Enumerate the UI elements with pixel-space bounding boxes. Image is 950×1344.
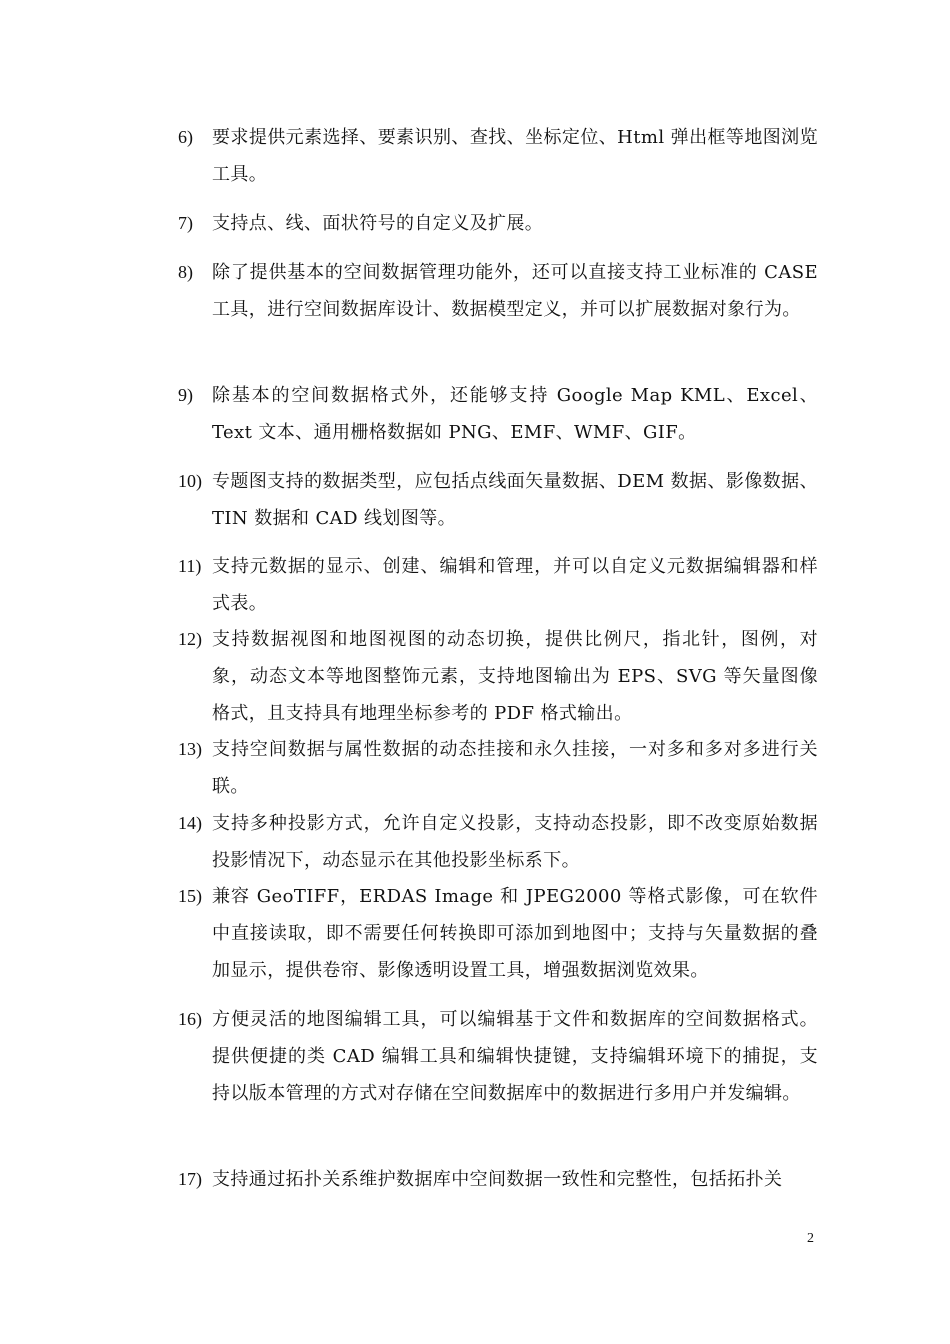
list-text: 支持数据视图和地图视图的动态切换，提供比例尺，指北针，图例，对象，动态文本等地图整饰元素，支持地图输出为 EPS、SVG 等矢量图像格式，且支持具有地理坐标参考的 PDF 格式输出。: [212, 629, 818, 724]
list-number: 10): [178, 471, 202, 491]
list-number: 13): [178, 739, 202, 759]
list-number: 6): [178, 127, 193, 147]
list-number: 11): [178, 556, 202, 576]
list-text: 支持空间数据与属性数据的动态挂接和永久挂接，一对多和多对多进行关联。: [212, 739, 818, 797]
list-text: 支持点、线、面状符号的自定义及扩展。: [212, 213, 544, 234]
list-text: 除基本的空间数据格式外，还能够支持 Google Map KML、Excel、Text 文本、通用栅格数据如 PNG、EMF、WMF、GIF。: [212, 385, 818, 443]
page-number: 2: [807, 1231, 814, 1246]
list-text: 兼容 GeoTIFF，ERDAS Image 和 JPEG2000 等格式影像，可在软件中直接读取，即不需要任何转换即可添加到地图中；支持与矢量数据的叠加显示，提供卷帘、影像透明设置工具，增强数据浏览效果。: [212, 886, 818, 981]
list-number: 12): [178, 629, 202, 649]
list-number: 14): [178, 813, 202, 833]
list-number: 15): [178, 886, 202, 906]
list-number: 8): [178, 262, 193, 282]
list-text: 支持通过拓扑关系维护数据库中空间数据一致性和完整性，包括拓扑关: [212, 1169, 783, 1190]
list-number: 17): [178, 1169, 202, 1189]
list-number: 9): [178, 385, 193, 405]
list-text: 专题图支持的数据类型，应包括点线面矢量数据、DEM 数据、影像数据、TIN 数据和 CAD 线划图等。: [212, 471, 818, 529]
list-text: 支持元数据的显示、创建、编辑和管理，并可以自定义元数据编辑器和样式表。: [212, 556, 818, 614]
list-text: 要求提供元素选择、要素识别、查找、坐标定位、Html 弹出框等地图浏览工具。: [212, 127, 818, 185]
list-number: 16): [178, 1009, 202, 1029]
list-text: 方便灵活的地图编辑工具，可以编辑基于文件和数据库的空间数据格式。提供便捷的类 CAD 编辑工具和编辑快捷键，支持编辑环境下的捕捉，支持以版本管理的方式对存储在空间数据库中的数据进行多用户并发编辑。: [212, 1009, 818, 1104]
list-number: 7): [178, 213, 193, 233]
list-text: 支持多种投影方式，允许自定义投影，支持动态投影，即不改变原始数据投影情况下，动态显示在其他投影坐标系下。: [212, 813, 818, 871]
list-text: 除了提供基本的空间数据管理功能外，还可以直接支持工业标准的 CASE 工具，进行空间数据库设计、数据模型定义，并可以扩展数据对象行为。: [212, 262, 818, 320]
